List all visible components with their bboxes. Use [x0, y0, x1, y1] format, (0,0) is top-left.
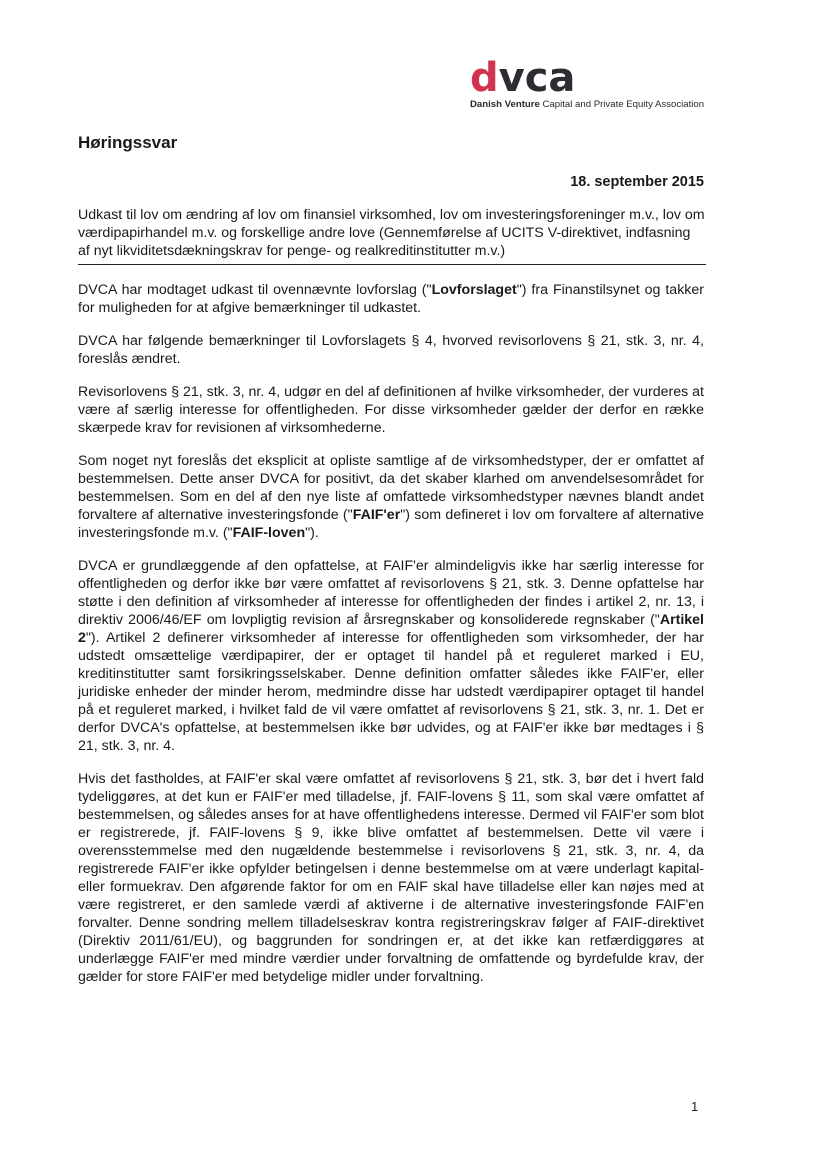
logo-mark-rest: vca [498, 55, 576, 101]
document-body [78, 281, 704, 1001]
paragraph-3: Revisorlovens § 21, stk. 3, nr. 4, udgør en del af definitionen af hvilke virksomheder, der vurderes at være af særlig interesse for offentligheden. For disse virksomheder gælder der derfor en række skærpede krav for revisionen af virksomhederne. [78, 384, 704, 436]
p1-defined-term: Lovforslaget [431, 282, 517, 298]
p4-defined-term-faif-loven: FAIF-loven [232, 525, 306, 541]
p4-text-c: ") som defineret i lov om forvaltere af alternative investeringsfonde m.v. (" [78, 507, 704, 541]
logo-wordmark [470, 55, 710, 101]
p5-defined-term-artikel2: Artikel 2 [78, 612, 704, 646]
p1-text-c: ") fra Finanstilsynet og takker for muligheden for at afgive bemærkninger til udkastet. [78, 282, 704, 316]
page-title: Høringssvar [78, 133, 178, 152]
p4-text-e: "). [305, 525, 319, 541]
paragraph-1 [78, 281, 704, 317]
p1-text-a: DVCA har modtaget udkast til ovennævnte lovforslag (" [78, 282, 432, 298]
paragraph-6: Hvis det fastholdes, at FAIF'er skal være omfattet af revisorlovens § 21, stk. 3, bør det i hvert fald tydeliggøres, at det kun er FAIF'er med tilladelse, jf. FAIF-lovens § 11, som skal være omfattet af bestemmelsen, og således anses for at have offentlighedens interesse. Dermed vil FAIF'er som blot er registrerede, jf. FAIF-lovens § 9, ikke blive omfattet af bestemmelsen. Dette vil være i overensstemmelse med den nugældende bestemmelse i revisorlovens § 21, stk. 3, nr. 4, da registrerede FAIF'er ikke opfylder betingelsen i denne bestemmelse om at være underlagt kapital- eller formuekrav. Den afgørende faktor for om en FAIF skal have tilladelse eller kan nøjes med at være registreret, er den samlede værdi af aktiverne i de alternative investeringsfonde FAIF'en forvalter. Denne sondring mellem tilladelseskrav kontra registreringskrav følger af FAIF-direktivet (Direktiv 2011/61/EU), og baggrunden for sondringen er, at det ikke kan retfærdiggøres at underlægge FAIF'er med mindre værdier under forvaltning de omfattende og byrdefulde krav, der gælder for store FAIF'er med betydelige midler under forvaltning. [78, 771, 704, 985]
paragraph-2: DVCA har følgende bemærkninger til Lovforslagets § 4, hvorved revisorlovens § 21, stk. 3, nr. 4, foreslås ændret. [78, 333, 704, 367]
page-number: 1 [691, 1099, 699, 1114]
logo-subtitle-rest: Capital and Private Equity Association [539, 99, 705, 110]
p4-defined-term-faif: FAIF'er [352, 507, 401, 523]
paragraph-5 [78, 557, 704, 755]
logo-subtitle-bold: Danish Venture [470, 99, 540, 110]
p5-text-a: DVCA er grundlæggende af den opfattelse, at FAIF'er almindeligvis ikke har særlig interesse for offentligheden og derfor ikke bør være omfattet af revisorlovens § 21, stk. 3. Denne opfattelse har støtte i den definition af virksomheder af interesse for offentligheden der findes i artikel 2, nr. 13, i direktiv 2006/46/EF om lovpligtig revision af årsregnskaber og konsoliderede regnskaber (" [78, 558, 704, 628]
document-date: 18. september 2015 [570, 174, 704, 190]
p4-text-a: Som noget nyt foreslås det eksplicit at opliste samtlige af de virksomhedstyper, der er omfattet af bestemmelsen. Dette anser DVCA for positivt, da det skaber klarhed om anvendelsesområdet for bestemmelsen. Som en del af den nye liste af omfattede virksomhedstyper nævnes blandt andet forvaltere af alternative investeringsfonde (" [78, 453, 704, 523]
paragraph-4 [78, 452, 704, 542]
subject-divider [78, 264, 706, 265]
logo-mark-first: d [470, 55, 499, 101]
logo-subtitle [470, 99, 710, 110]
p5-text-c: "). Artikel 2 definerer virksomheder af interesse for offentligheden som virksomheder, der har udstedt omsættelige værdipapirer, der er optaget til handel på et reguleret marked i EU, kreditinstitutter samt forsikringsselskaber. Denne definition omfatter således ikke FAIF'er, eller juridiske enheder der minder herom, medmindre disse har udstedt værdipapirer optaget til handel på et reguleret marked, i hvilket fald de vil være omfattet af revisorlovens § 21, stk. 3, nr. 1. Det er derfor DVCA's opfattelse, at bestemmelsen ikke bør udvides, og at FAIF'er ikke bør medtages i § 21, stk. 3, nr. 4. [78, 630, 704, 754]
subject-line: Udkast til lov om ændring af lov om finansiel virksomhed, lov om investeringsforeninger m.v., lov om værdipapirhandel m.v. og forskellige andre love (Gennemførelse af UCITS V-direktivet, indfasning af nyt likviditetsdækningskrav for penge- og realkreditinstitutter m.v.) [78, 207, 705, 259]
dvca-logo [470, 55, 710, 110]
